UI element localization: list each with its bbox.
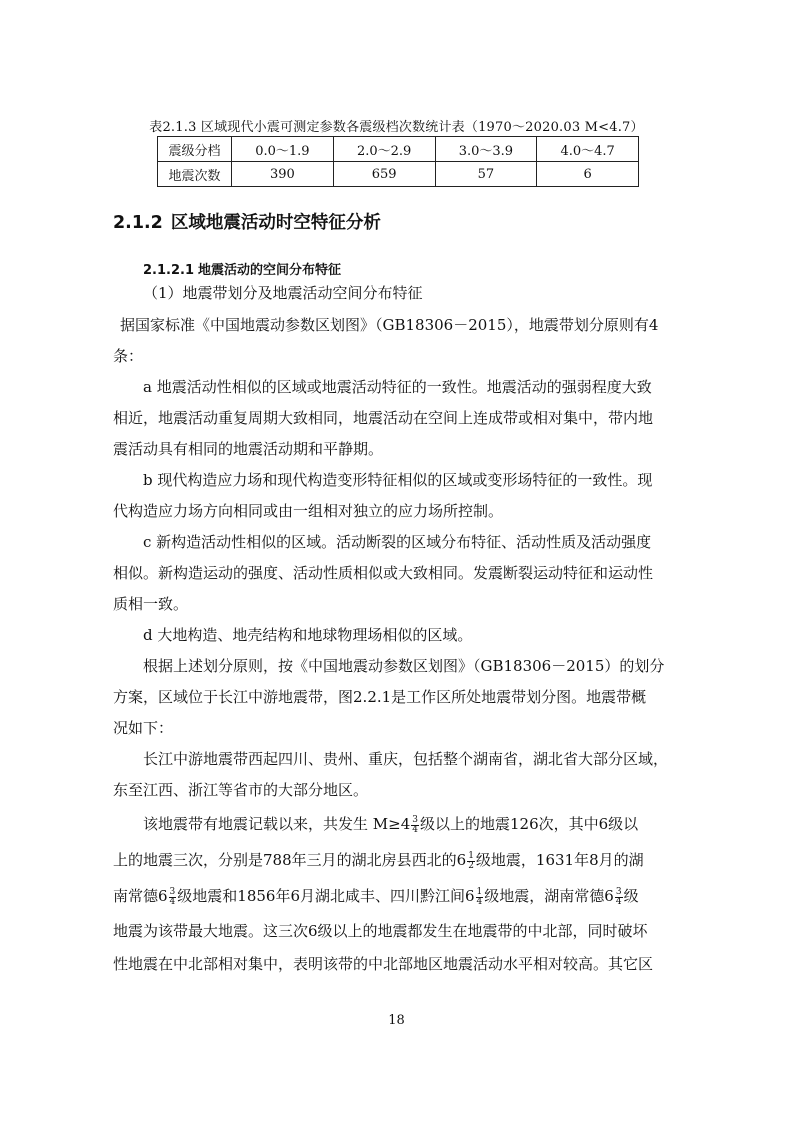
- subsection-heading: [143, 259, 341, 278]
- page-number: 18: [388, 1013, 405, 1028]
- paragraph-line: 况如下：: [113, 719, 174, 737]
- table-cell: 6: [537, 162, 639, 187]
- paragraph-line: [113, 849, 644, 871]
- paragraph-line: [143, 813, 638, 835]
- table-caption: 表2.1.3 区域现代小震可测定参数各震级档次数统计表（1970～2020.03 M<4.7）: [149, 120, 644, 135]
- paragraph-line: 地震为该带最大地震。这三次6级以上的地震都发生在地震带的中北部，同时破坏: [113, 922, 648, 940]
- fraction-three-quarters: [169, 888, 177, 907]
- fraction-one-half: [467, 852, 475, 871]
- table-row: [158, 162, 639, 187]
- table-cell: 57: [435, 162, 537, 187]
- column-header: 3.0～3.9: [435, 137, 537, 162]
- table-cell: 659: [333, 162, 435, 187]
- text-run: 该地震带有地震记载以来，共发生 M≥4: [143, 815, 411, 833]
- paragraph-line: [113, 885, 639, 907]
- subsection-number: 2.1.2.1: [143, 263, 194, 278]
- paragraph-line: 东至江西、浙江等省市的大部分地区。: [113, 781, 369, 799]
- paragraph-line: 相似。新构造运动的强度、活动性质相似或大致相同。发震断裂运动特征和运动性: [113, 564, 654, 582]
- fraction-numerator: 3: [169, 886, 176, 897]
- fraction-denominator: 4: [412, 824, 418, 835]
- fraction-numerator: 3: [412, 814, 418, 825]
- paragraph-line: 质相一致。: [113, 595, 189, 613]
- row-header-count: 地震次数: [158, 162, 232, 187]
- magnitude-statistics-table: [157, 136, 639, 187]
- text-run: 级: [623, 887, 639, 905]
- text-run: 上的地震三次，分别是788年三月的湖北房县西北的6: [113, 851, 467, 869]
- paragraph-line: 方案，区域位于长江中游地震带，图2.2.1是工作区所处地震带划分图。地震带概: [113, 688, 647, 706]
- paragraph-line: 根据上述划分原则，按《中国地震动参数区划图》（GB18306－2015）的划分: [143, 657, 665, 675]
- paragraph-line: d 大地构造、地壳结构和地球物理场相似的区域。: [143, 626, 473, 644]
- paragraph-line: （1）地震带划分及地震活动空间分布特征: [143, 284, 423, 302]
- fraction-three-quarters: [615, 888, 623, 907]
- text-run: 南常德6: [113, 887, 168, 905]
- fraction-one-quarter: [476, 888, 484, 907]
- paragraph-line: 震活动具有相同的地震活动期和平静期。: [113, 440, 384, 458]
- paragraph-line: c 新构造活动性相似的区域。活动断裂的区域分布特征、活动性质及活动强度: [143, 533, 652, 551]
- paragraph-line: 代构造应力场方向相同或由一组相对独立的应力场所控制。: [113, 502, 504, 520]
- paragraph-line: 相近，地震活动重复周期大致相同，地震活动在空间上连成带或相对集中，带内地: [113, 409, 654, 427]
- fraction-numerator: 3: [615, 886, 622, 897]
- fraction-denominator: 4: [476, 896, 483, 907]
- text-run: 级地震，1631年8月的湖: [475, 851, 644, 869]
- fraction-numerator: 1: [468, 850, 474, 861]
- paragraph-line: 条：: [113, 347, 144, 365]
- paragraph-line: a 地震活动性相似的区域或地震活动特征的一致性。地震活动的强弱程度大致: [143, 378, 652, 396]
- column-header: 4.0～4.7: [537, 137, 639, 162]
- text-run: 级地震和1856年6月湖北咸丰、四川黔江间6: [177, 887, 475, 905]
- text-run: 级地震，湖南常德6: [484, 887, 614, 905]
- fraction-denominator: 2: [468, 860, 474, 871]
- fraction-three-quarters: [411, 816, 419, 835]
- section-heading: [113, 209, 381, 234]
- section-number: 2.1.2: [113, 213, 163, 233]
- table-row: [158, 137, 639, 162]
- fraction-denominator: 4: [615, 896, 622, 907]
- text-run: 级以上的地震126次，其中6级以: [419, 815, 639, 833]
- fraction-denominator: 4: [169, 896, 176, 907]
- paragraph-line: 长江中游地震带西起四川、贵州、重庆，包括整个湖南省，湖北省大部分区域，: [143, 750, 669, 768]
- row-header-magnitude: 震级分档: [158, 137, 232, 162]
- table-cell: 390: [232, 162, 334, 187]
- paragraph-line: 性地震在中北部相对集中，表明该带的中北部地区地震活动水平相对较高。其它区: [113, 955, 654, 973]
- section-title: 区域地震活动时空特征分析: [170, 213, 381, 233]
- subsection-title: 地震活动的空间分布特征: [198, 263, 342, 278]
- fraction-numerator: 1: [476, 886, 483, 897]
- column-header: 2.0～2.9: [333, 137, 435, 162]
- column-header: 0.0～1.9: [232, 137, 334, 162]
- paragraph-line: 据国家标准《中国地震动参数区划图》（GB18306－2015），地震带划分原则有4: [120, 316, 659, 334]
- paragraph-line: b 现代构造应力场和现代构造变形特征相似的区域或变形场特征的一致性。现: [143, 471, 653, 489]
